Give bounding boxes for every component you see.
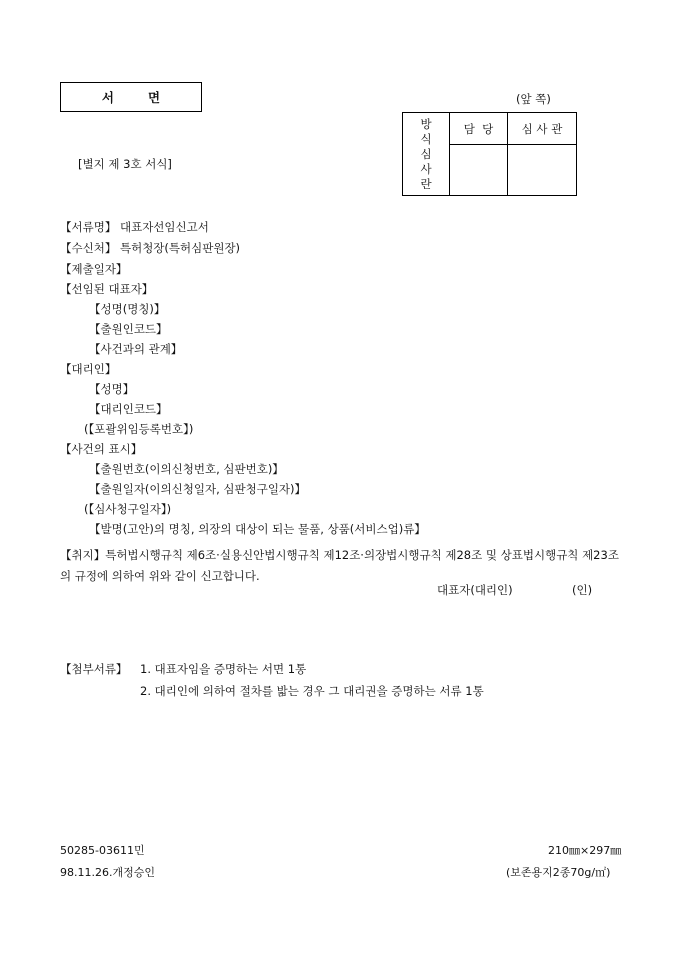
seal-mark: (인) bbox=[572, 583, 593, 597]
footer-form-code: 50285-03611민 bbox=[60, 844, 145, 857]
review-col-examiner: 심 사 관 bbox=[508, 113, 577, 145]
attachment-item-1: 1. 대표자임을 증명하는 서면 1통 bbox=[140, 662, 307, 676]
footer-paper-size: 210㎜×297㎜ bbox=[548, 844, 622, 857]
field-exam-request-date: (【심사청구일자】) bbox=[84, 502, 172, 516]
form-title bbox=[60, 82, 202, 112]
review-cell-examiner[interactable] bbox=[508, 145, 577, 196]
field-application-number: 【출원번호(이의신청번호, 심판번호)】 bbox=[89, 462, 284, 476]
review-col-officer: 담 당 bbox=[450, 113, 508, 145]
side-char: 란 bbox=[420, 176, 432, 191]
form-title-part-1: 서 bbox=[101, 90, 114, 105]
footer-paper-type: (보존용지2종70g/㎡) bbox=[506, 866, 611, 879]
review-side-label bbox=[403, 113, 450, 196]
form-number: [별지 제 3호 서식] bbox=[78, 157, 172, 171]
field-agent-code: 【대리인코드】 bbox=[89, 402, 168, 416]
side-char: 심 bbox=[420, 146, 432, 161]
field-name: 【성명(명칭)】 bbox=[89, 302, 166, 316]
purpose-statement: 【취지】특허법시행규칙 제6조·실용신안법시행규칙 제12조·의장법시행규칙 제28조 및 상표법시행규칙 제23조의 규정에 의하여 위와 같이 신고합니다. bbox=[60, 548, 619, 583]
form-title-part-2: 면 bbox=[148, 90, 161, 105]
footer-approval-date: 98.11.26.개정승인 bbox=[60, 866, 155, 879]
field-document-name: 【서류명】 대표자선임신고서 bbox=[60, 220, 209, 234]
review-table bbox=[402, 112, 577, 196]
field-applicant-code: 【출원인코드】 bbox=[89, 322, 168, 336]
field-agent: 【대리인】 bbox=[60, 362, 117, 376]
field-application-date: 【출원일자(이의신청일자, 심판청구일자)】 bbox=[89, 482, 307, 496]
page-side-label: (앞 쪽) bbox=[516, 92, 551, 106]
signer-label: 대표자(대리인) bbox=[437, 583, 513, 597]
field-invention-title: 【발명(고안)의 명칭, 의장의 대상이 되는 물품, 상품(서비스업)류】 bbox=[89, 522, 426, 536]
side-char: 사 bbox=[420, 161, 432, 176]
field-agent-name: 【성명】 bbox=[89, 382, 135, 396]
field-submission-date: 【제출일자】 bbox=[60, 262, 128, 276]
field-case-relation: 【사건과의 관계】 bbox=[89, 342, 183, 356]
field-recipient: 【수신처】 특허청장(특허심판원장) bbox=[60, 241, 241, 255]
field-appointed-representative: 【선임된 대표자】 bbox=[60, 282, 154, 296]
review-cell-officer[interactable] bbox=[450, 145, 508, 196]
field-power-of-attorney-no: (【포괄위임등록번호】) bbox=[84, 422, 194, 436]
side-char: 식 bbox=[420, 131, 432, 146]
attachment-item-2: 2. 대리인에 의하여 절차를 밟는 경우 그 대리권을 증명하는 서류 1통 bbox=[140, 684, 484, 698]
field-case-indication: 【사건의 표시】 bbox=[60, 442, 143, 456]
side-char: 방 bbox=[420, 116, 432, 131]
attachments-label: 【첨부서류】 bbox=[60, 662, 128, 676]
